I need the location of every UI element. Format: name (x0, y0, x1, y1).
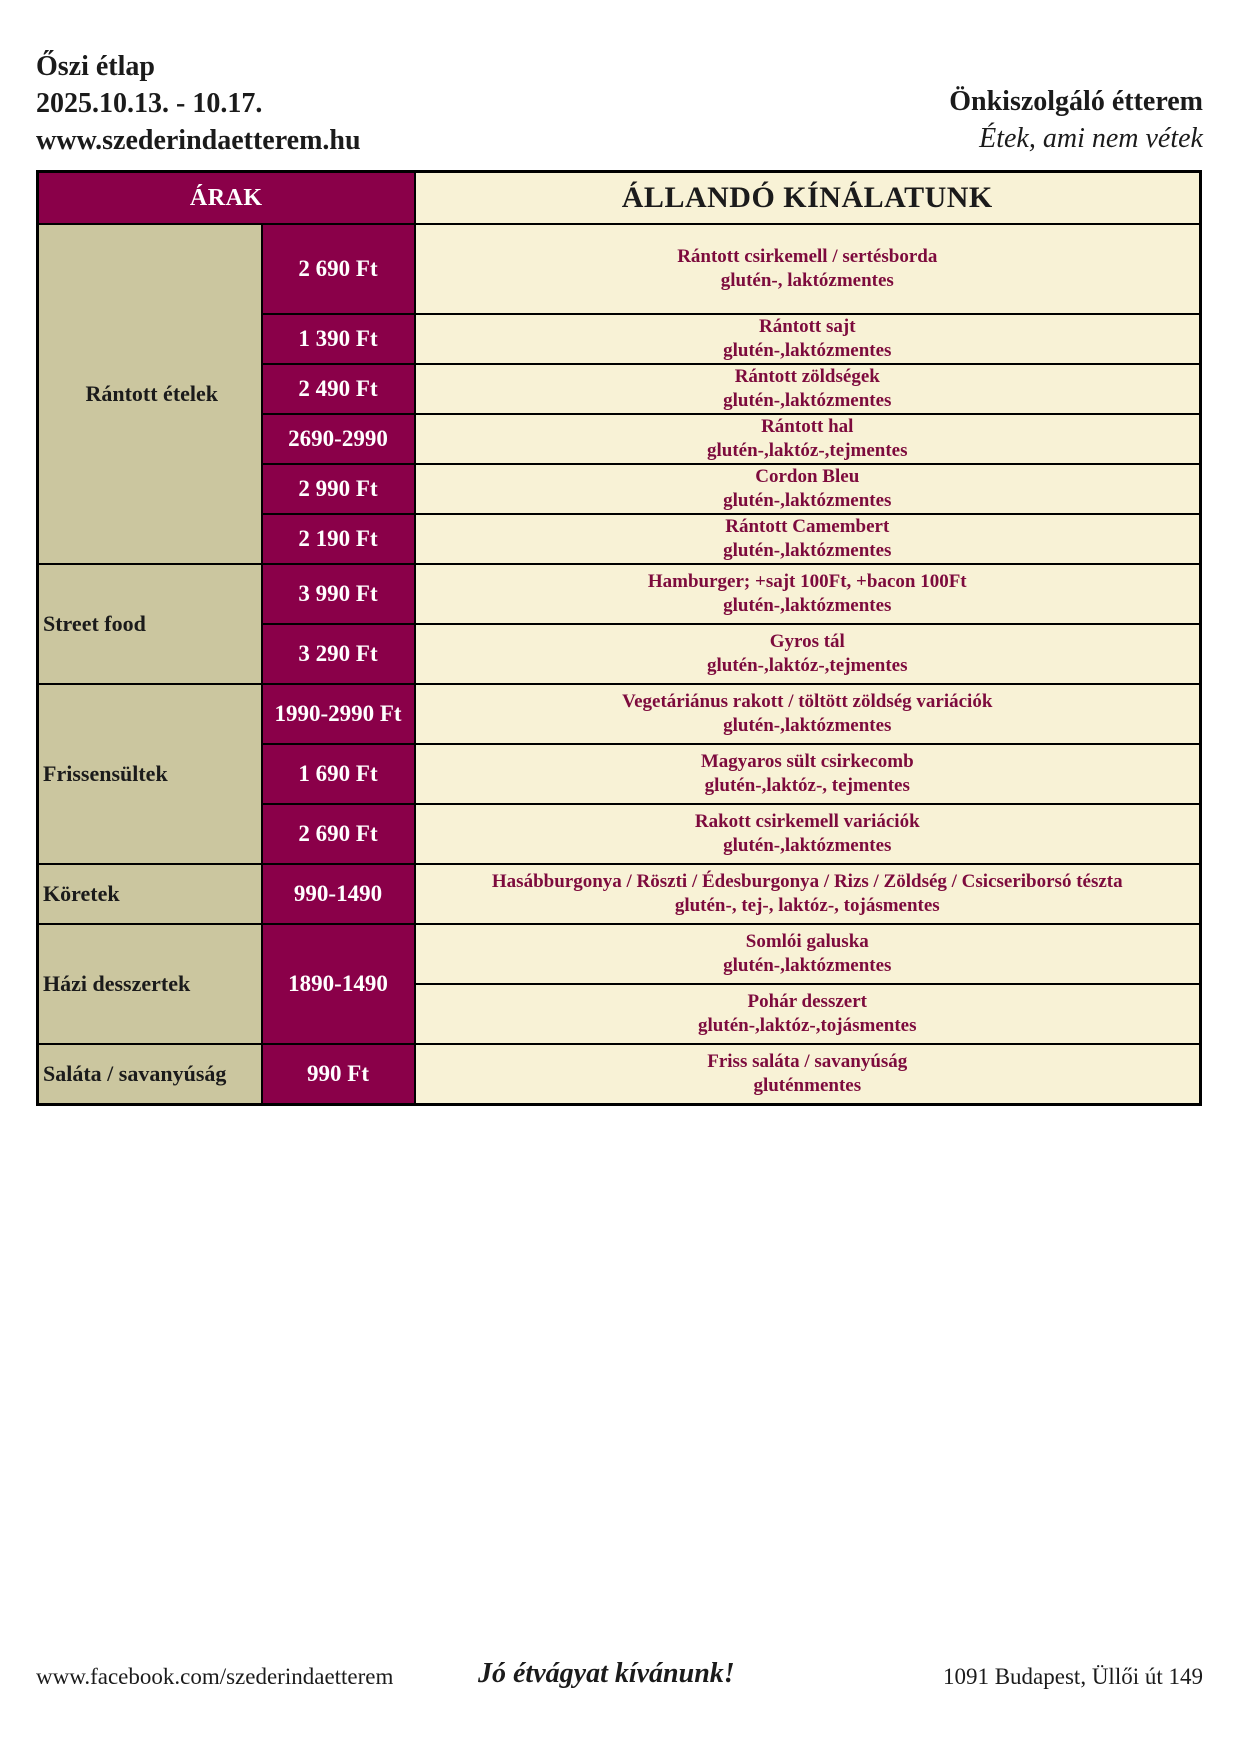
price-cell: 1 690 Ft (262, 744, 415, 804)
item-name: Rántott csirkemell / sertésborda (677, 246, 938, 267)
category-frissensultek: Frissensültek (38, 684, 262, 864)
item-note: glutén-,laktózmentes (723, 540, 892, 561)
item-note: glutén-, laktózmentes (720, 270, 894, 291)
item-note: glutén-,laktózmentes (723, 715, 892, 736)
table-row (38, 1044, 1201, 1104)
item-name: Hamburger; +sajt 100Ft, +bacon 100Ft (647, 571, 967, 592)
price-cell: 1890-1490 (262, 924, 415, 1044)
item-note: glutén-,laktóz-,tojásmentes (698, 1015, 917, 1036)
item-note: gluténmentes (753, 1074, 862, 1096)
item-note: glutén-, tej-, laktóz-, tojásmentes (674, 895, 940, 916)
menu-item (415, 414, 1201, 464)
restaurant-type: Önkiszolgáló étterem (949, 86, 1203, 117)
menu-item (415, 624, 1201, 684)
price-cell: 2 490 Ft (262, 364, 415, 414)
price-cell: 990 Ft (262, 1044, 415, 1104)
item-note: glutén-,laktózmentes (723, 340, 892, 361)
table-row (38, 864, 1201, 924)
item-name: Rakott csirkemell variációk (694, 811, 920, 832)
menu-item (415, 464, 1201, 514)
category-street-food: Street food (38, 564, 262, 684)
menu-table (36, 170, 1202, 1106)
item-name: Rántott sajt (758, 316, 856, 337)
category-koretek: Köretek (38, 864, 262, 924)
table-row (38, 224, 1201, 314)
item-note: glutén-,laktóz-,tejmentes (707, 440, 908, 461)
item-name: Gyros tál (769, 631, 845, 652)
item-name: Friss saláta / savanyúság (707, 1050, 908, 1072)
category-salata: Saláta / savanyúság (38, 1044, 262, 1104)
price-cell: 2 190 Ft (262, 514, 415, 564)
category-rantott: Rántott ételek (38, 224, 262, 564)
item-note: glutén-,laktózmentes (723, 490, 892, 511)
footer-address: 1091 Budapest, Üllői út 149 (942, 1664, 1203, 1689)
item-name: Somlói galuska (745, 931, 869, 952)
item-note: glutén-,laktózmentes (723, 595, 892, 616)
menu-item (415, 984, 1201, 1044)
price-cell: 2 690 Ft (262, 804, 415, 864)
table-row (38, 564, 1201, 624)
menu-item (415, 224, 1201, 314)
menu-item (415, 364, 1201, 414)
offer-column-header: ÁLLANDÓ KÍNÁLATUNK (415, 172, 1201, 225)
table-header-row (38, 172, 1201, 225)
footer-facebook[interactable]: www.facebook.com/szederindaetterem (36, 1664, 394, 1689)
price-cell: 990-1490 (262, 864, 415, 924)
website-link[interactable]: www.szederindaetterem.hu (36, 125, 361, 156)
price-cell: 2 990 Ft (262, 464, 415, 514)
slogan: Étek, ami nem vétek (979, 123, 1203, 154)
menu-item (415, 744, 1201, 804)
menu-item (415, 564, 1201, 624)
menu-item (415, 314, 1201, 364)
prices-column-header: ÁRAK (38, 172, 415, 225)
price-cell: 3 990 Ft (262, 564, 415, 624)
table-row (38, 684, 1201, 744)
item-note: glutén-,laktóz-, tejmentes (704, 775, 910, 796)
price-cell: 1990-2990 Ft (262, 684, 415, 744)
menu-dates: 2025.10.13. - 10.17. (36, 88, 263, 119)
price-cell: 2 690 Ft (262, 224, 415, 314)
price-cell: 2690-2990 (262, 414, 415, 464)
price-cell: 1 390 Ft (262, 314, 415, 364)
footer-greeting: Jó étvágyat kívánunk! (478, 1658, 735, 1689)
menu-item (415, 804, 1201, 864)
price-cell: 3 290 Ft (262, 624, 415, 684)
menu-title: Őszi étlap (36, 51, 155, 82)
item-name: Magyaros sült csirkecomb (700, 751, 914, 772)
menu-item (415, 924, 1201, 984)
item-note: glutén-,laktózmentes (723, 955, 892, 976)
item-note: glutén-,laktóz-,tejmentes (707, 655, 908, 676)
header-right (949, 83, 1203, 157)
table-row (38, 924, 1201, 984)
category-desszertek: Házi desszertek (38, 924, 262, 1044)
menu-item (415, 864, 1201, 924)
item-name: Pohár desszert (747, 991, 867, 1012)
item-name: Rántott hal (761, 416, 854, 437)
item-name: Rántott zöldségek (734, 366, 880, 387)
menu-item (415, 684, 1201, 744)
item-name: Cordon Bleu (755, 466, 860, 487)
header-left (36, 48, 361, 159)
menu-item (415, 514, 1201, 564)
item-note: glutén-,laktózmentes (723, 835, 892, 856)
item-name: Vegetáriánus rakott / töltött zöldség variációk (622, 691, 993, 712)
menu-item (415, 1044, 1201, 1104)
item-name: Rántott Camembert (725, 516, 890, 537)
item-name: Hasábburgonya / Röszti / Édesburgonya / Rizs / Zöldség / Csicseriborsó tészta (491, 871, 1123, 892)
item-note: glutén-,laktózmentes (723, 390, 892, 411)
